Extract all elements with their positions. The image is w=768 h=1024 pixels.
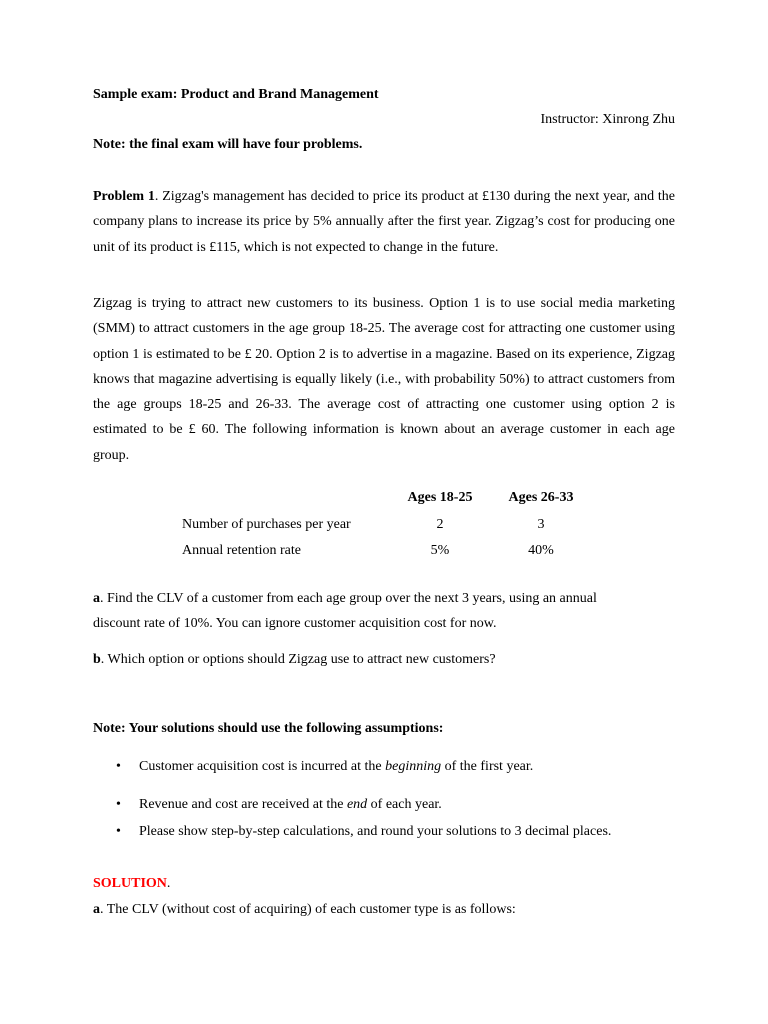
problem-1-paragraph — [93, 184, 675, 260]
problem-1-label: Problem 1 — [93, 189, 155, 204]
solution-label: SOLUTION — [93, 876, 167, 891]
exam-note: Note: the final exam will have four problems. — [93, 137, 363, 152]
table-row-label: Number of purchases per year — [182, 517, 351, 532]
solution-a — [93, 902, 516, 918]
solution-a-label: a — [93, 902, 100, 917]
list-item-text: Please show step-by-step calculations, and round your solutions to 3 decimal places. — [139, 824, 612, 839]
table-column-header: Ages 26-33 — [508, 490, 574, 505]
assumptions-heading: Note: Your solutions should use the following assumptions: — [93, 721, 444, 736]
emphasis-text: end — [346, 797, 368, 812]
question-b-text: . Which option or options should Zigzag use to attract new customers? — [100, 652, 496, 667]
solution-a-text: . The CLV (without cost of acquiring) of each customer type is as follows: — [100, 902, 516, 917]
table-cell: 40% — [528, 543, 554, 558]
instructor-line: Instructor: Xinrong Zhu — [540, 112, 675, 127]
table-column-header: Ages 18-25 — [407, 490, 473, 505]
table-cell: 3 — [537, 517, 545, 532]
problem-1-paragraph-2: Zigzag is trying to attract new customers to its business. Option 1 is to use social media marketing (SMM) to attract customers in the age group 18-25. The average cost for attracting one customer using option 1 is estimated to be £ 20. Option 2 is to advertise in a magazine. Based on its experience, Zigzag knows that magazine advertising is equally likely (i.e., with probability 50%) to attract customers from the age groups 18-25 and 26-33. The average cost of attracting one customer using option 2 is estimated to be £ 60. The following information is known about an average customer in each age group. — [93, 296, 675, 463]
table-row-label: Annual retention rate — [182, 543, 301, 558]
question-a — [93, 586, 633, 636]
list-item-text: Revenue and cost are received at the end of each year. — [139, 797, 442, 812]
table-cell: 2 — [436, 517, 444, 532]
question-b — [93, 652, 496, 668]
question-b-label: b — [93, 652, 101, 667]
solution-period: . — [166, 876, 171, 891]
solution-heading — [93, 876, 170, 892]
problem-1-text: . Zigzag's management has decided to price its product at £130 during the next year, and the company plans to increase its price by 5% annually after the first year. Zigzag’s cost for producing one unit of its product is £115, which is not expected to change in the future. — [93, 189, 675, 255]
bullet-icon: • — [116, 824, 121, 839]
question-a-text: . Find the CLV of a customer from each age group over the next 3 years, using an annual discount rate of 10%. You can ignore customer acquisition cost for now. — [93, 591, 597, 631]
bullet-icon: • — [116, 759, 121, 774]
question-a-label: a — [93, 591, 100, 606]
emphasis-text: beginning — [385, 759, 442, 774]
bullet-icon: • — [116, 797, 121, 812]
list-item-text: Customer acquisition cost is incurred at the beginning of the first year. — [139, 759, 534, 774]
table-cell: 5% — [430, 543, 450, 558]
exam-title: Sample exam: Product and Brand Management — [93, 87, 379, 102]
